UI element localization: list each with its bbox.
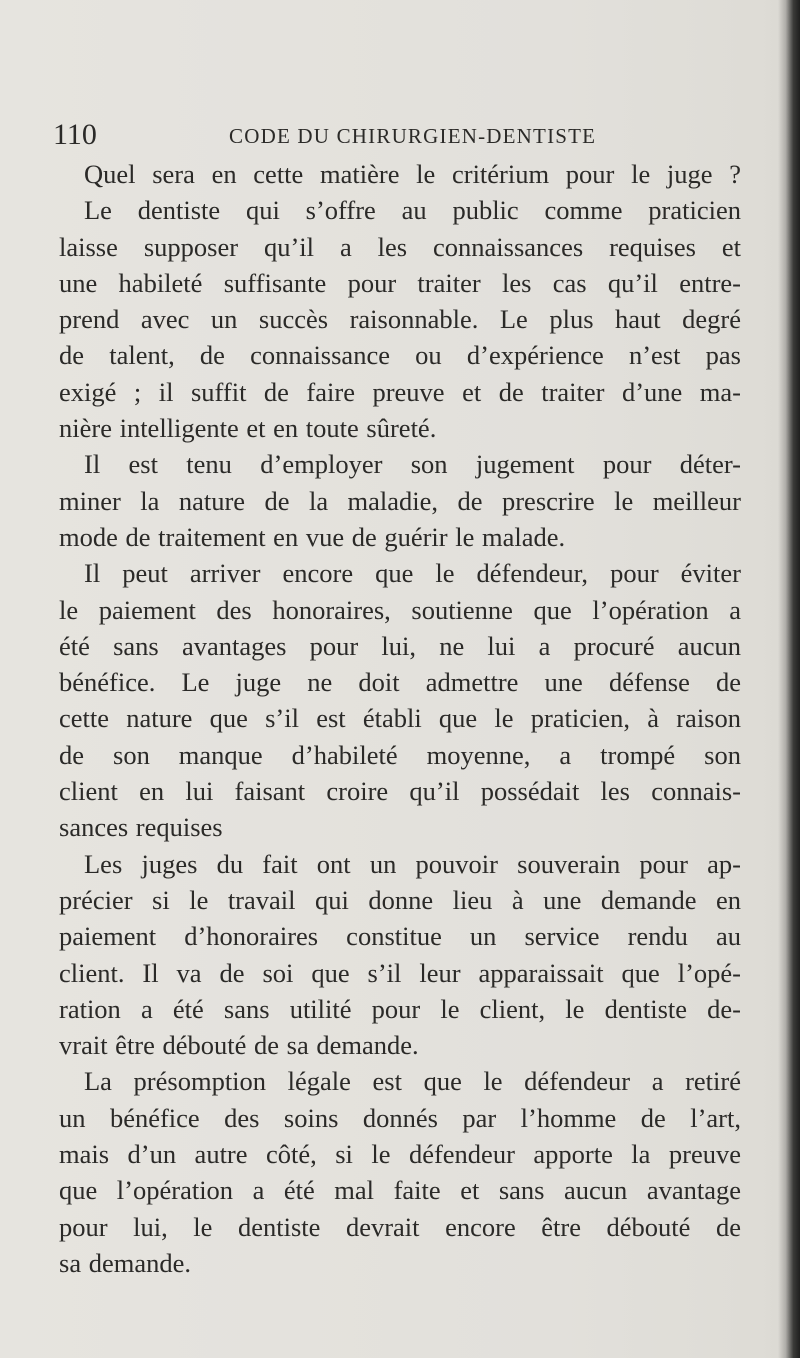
text-line: Quel sera en cette matière le critérium pour le juge ?: [84, 159, 741, 189]
page-edge-shadow: [778, 0, 800, 1358]
text-line: client en lui faisant croire qu’il possédait les connais-: [59, 776, 741, 807]
text-line: miner la nature de la maladie, de prescrire le meilleur: [59, 485, 741, 516]
text-line: été sans avantages pour lui, ne lui a procuré aucun: [59, 630, 741, 661]
text-line: mode de traitement en vue de guérir le malade.: [59, 521, 566, 552]
text-line: client. Il va de soi que s’il leur apparaissait que l’opé-: [59, 957, 741, 988]
page-number: 110: [53, 118, 97, 151]
text-line: Le dentiste qui s’offre au public comme praticien: [84, 195, 741, 226]
text-line: vrait être débouté de sa demande.: [59, 1030, 419, 1061]
text-line: sances requises: [59, 812, 223, 843]
text-line: précier si le travail qui donne lieu à une demande en: [59, 884, 741, 915]
text-line: laisse supposer qu’il a les connaissances requises et: [59, 231, 741, 262]
body-text: [59, 156, 741, 1281]
page-header: [53, 118, 743, 152]
text-line: prend avec un succès raisonnable. Le plus haut degré: [59, 304, 741, 335]
text-line: le paiement des honoraires, soutienne que l’opération a: [59, 594, 741, 625]
text-line: sa demande.: [59, 1247, 191, 1278]
text-line: La présomption légale est que le défendeur a retiré: [84, 1066, 741, 1097]
text-line: cette nature que s’il est établi que le praticien, à raison: [59, 703, 741, 734]
text-line: nière intelligente et en toute sûreté.: [59, 413, 437, 444]
text-line: pour lui, le dentiste devrait encore être débouté de: [59, 1211, 741, 1242]
text-line: Les juges du fait ont un pouvoir souverain pour ap-: [84, 848, 741, 879]
text-line: ration a été sans utilité pour le client, le dentiste de-: [59, 993, 741, 1024]
text-line: Il peut arriver encore que le défendeur, pour éviter: [84, 558, 741, 589]
text-line: une habileté suffisante pour traiter les cas qu’il entre-: [59, 267, 741, 298]
text-line: mais d’un autre côté, si le défendeur apporte la preuve: [59, 1139, 741, 1170]
text-line: paiement d’honoraires constitue un service rendu au: [59, 921, 741, 952]
text-line: de talent, de connaissance ou d’expérience n’est pas: [59, 340, 741, 371]
text-line: exigé ; il suffit de faire preuve et de traiter d’une ma-: [59, 376, 741, 407]
text-line: un bénéfice des soins donnés par l’homme de l’art,: [59, 1102, 741, 1133]
text-line: bénéfice. Le juge ne doit admettre une défense de: [59, 667, 741, 698]
text-line: Il est tenu d’employer son jugement pour déter-: [84, 449, 741, 480]
text-line: de son manque d’habileté moyenne, a trompé son: [59, 739, 741, 770]
running-title: CODE DU CHIRURGIEN-DENTISTE: [229, 124, 597, 148]
text-line: que l’opération a été mal faite et sans aucun avantage: [59, 1175, 741, 1206]
